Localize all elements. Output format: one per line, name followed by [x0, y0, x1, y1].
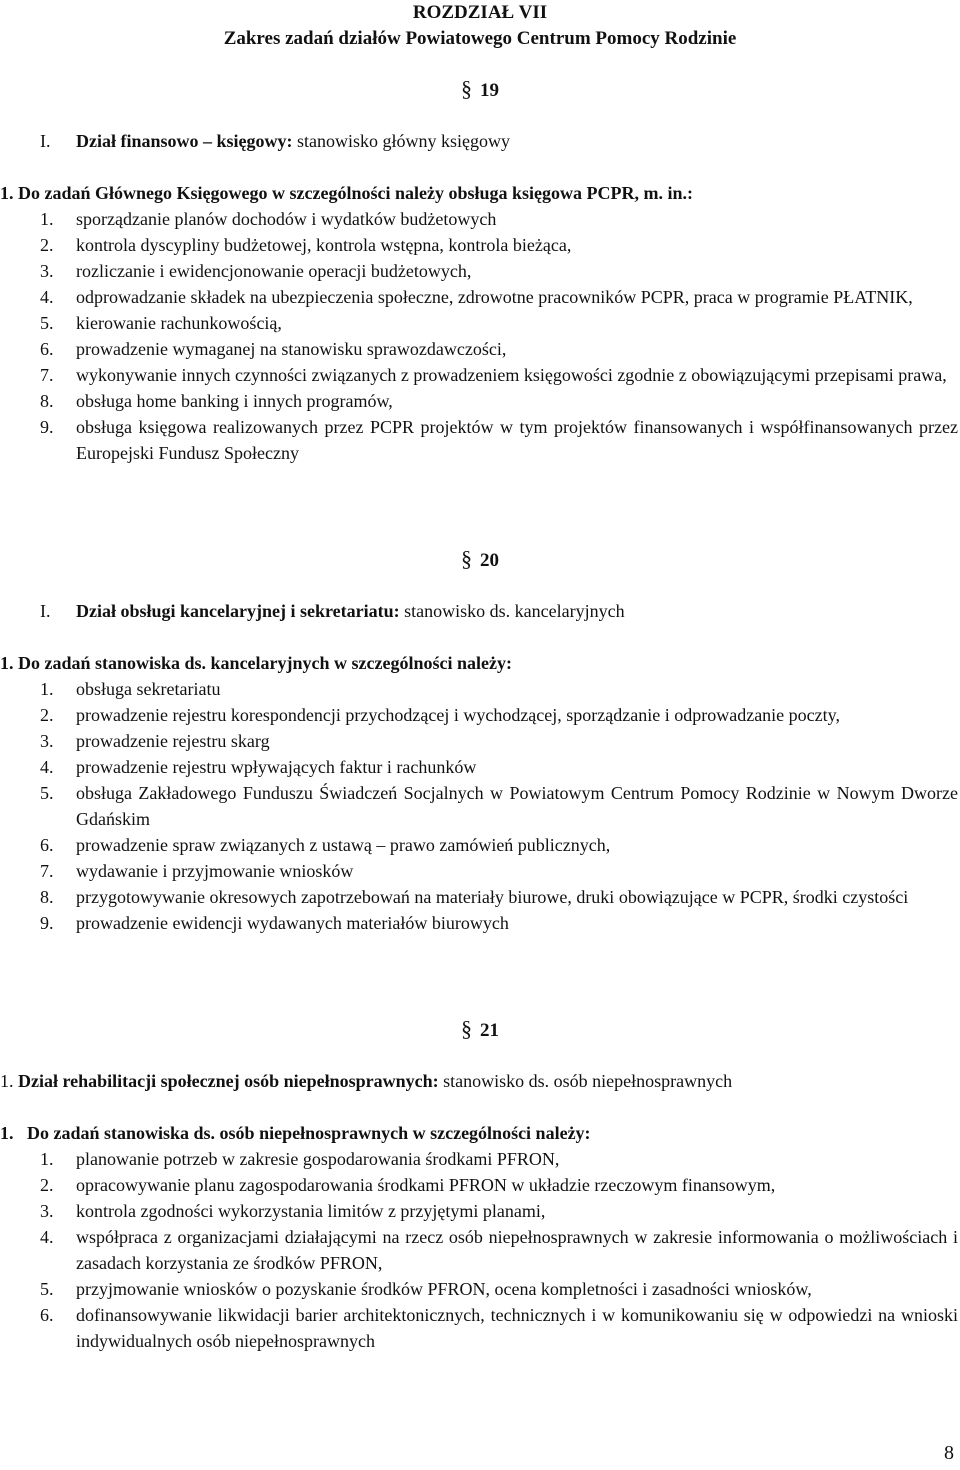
- task-list-rehab: [0, 1146, 958, 1354]
- item-text: prowadzenie spraw związanych z ustawą – prawo zamówień publicznych,: [76, 835, 611, 855]
- list-item: [0, 414, 958, 466]
- item-number: 8.: [40, 391, 54, 411]
- list-item: [0, 232, 958, 258]
- list-item: [0, 780, 958, 832]
- item-number: 2.: [40, 705, 54, 725]
- task-list-office: [0, 676, 958, 936]
- heading-number: I.: [40, 601, 51, 621]
- item-text: przyjmowanie wniosków o pozyskanie środków PFRON, ocena kompletności i zasadności wniosków,: [76, 1279, 812, 1299]
- paragraph-21-marker: [0, 1016, 960, 1044]
- item-text: opracowywanie planu zagospodarowania środkami PFRON w układzie rzeczowym finansowym,: [76, 1175, 776, 1195]
- task-list-finance: [0, 206, 958, 466]
- list-item: [0, 1224, 958, 1276]
- item-text: sporządzanie planów dochodów i wydatków budżetowych: [76, 209, 497, 229]
- section-heading-office: [40, 598, 960, 624]
- item-text: kontrola zgodności wykorzystania limitów z przyjętymi planami,: [76, 1201, 546, 1221]
- section-sign: §: [461, 76, 472, 101]
- item-number: 6.: [40, 339, 54, 359]
- item-text: planowanie potrzeb w zakresie gospodarowania środkami PFRON,: [76, 1149, 560, 1169]
- item-number: 4.: [40, 1227, 54, 1247]
- page-number: 8: [944, 1442, 954, 1464]
- item-text: prowadzenie rejestru wpływających faktur i rachunków: [76, 757, 477, 777]
- subheading-office: 1. Do zadań stanowiska ds. kancelaryjnych w szczególności należy:: [0, 653, 512, 673]
- item-number: 4.: [40, 287, 54, 307]
- section-heading-finance: [40, 128, 960, 154]
- item-number: 3.: [40, 261, 54, 281]
- list-item: [0, 1146, 958, 1172]
- item-text: obsługa home banking i innych programów,: [76, 391, 393, 411]
- list-item: [0, 910, 958, 936]
- heading-number: 1.: [0, 1071, 14, 1091]
- list-item: [0, 702, 958, 728]
- item-number: 9.: [40, 913, 54, 933]
- paragraph-number: 21: [480, 1020, 499, 1041]
- item-number: 7.: [40, 365, 54, 385]
- paragraph-19-marker: [0, 76, 960, 104]
- item-number: 3.: [40, 1201, 54, 1221]
- item-text: wykonywanie innych czynności związanych z prowadzeniem księgowości zgodnie z obowiązującymi przepisami prawa,: [76, 365, 947, 385]
- list-item: [0, 858, 958, 884]
- item-number: 9.: [40, 417, 54, 437]
- item-text: prowadzenie wymaganej na stanowisku sprawozdawczości,: [76, 339, 507, 359]
- item-number: 7.: [40, 861, 54, 881]
- list-item: [0, 206, 958, 232]
- item-text: obsługa księgowa realizowanych przez PCPR projektów w tym projektów finansowanych i współfinansowanych przez Europejski Fundusz Społeczny: [76, 417, 958, 463]
- subheading-rehab: 1. Do zadań stanowiska ds. osób niepełnosprawnych w szczególności należy:: [0, 1123, 591, 1143]
- chapter-subtitle: Zakres zadań działów Powiatowego Centrum Pomocy Rodzinie: [223, 28, 737, 49]
- list-item: [0, 1172, 958, 1198]
- heading-rest: stanowisko ds. kancelaryjnych: [399, 601, 625, 621]
- heading-rest: stanowisko ds. osób niepełnosprawnych: [438, 1071, 733, 1091]
- list-item: [0, 754, 958, 780]
- paragraph-number: 19: [480, 80, 499, 101]
- section-sign: §: [461, 1016, 472, 1041]
- list-item: [0, 884, 958, 910]
- item-text: prowadzenie rejestru skarg: [76, 731, 270, 751]
- item-text: odprowadzanie składek na ubezpieczenia społeczne, zdrowotne pracowników PCPR, praca w programie PŁATNIK,: [76, 287, 913, 307]
- item-number: 1.: [40, 209, 54, 229]
- item-number: 2.: [40, 235, 54, 255]
- heading-number: I.: [40, 131, 51, 151]
- subheading-finance: 1. Do zadań Głównego Księgowego w szczególności należy obsługa księgowa PCPR, m. in.:: [0, 183, 693, 203]
- item-text: kontrola dyscypliny budżetowej, kontrola wstępna, kontrola bieżąca,: [76, 235, 572, 255]
- item-number: 3.: [40, 731, 54, 751]
- list-item: [0, 362, 958, 388]
- list-item: [0, 728, 958, 754]
- item-text: obsługa Zakładowego Funduszu Świadczeń Socjalnych w Powiatowym Centrum Pomocy Rodzinie w Nowym Dworze Gdańskim: [76, 783, 958, 829]
- item-number: 2.: [40, 1175, 54, 1195]
- item-text: wydawanie i przyjmowanie wniosków: [76, 861, 354, 881]
- item-text: obsługa sekretariatu: [76, 679, 221, 699]
- heading-bold: Dział rehabilitacji społecznej osób niepełnosprawnych:: [18, 1071, 439, 1091]
- item-text: rozliczanie i ewidencjonowanie operacji budżetowych,: [76, 261, 472, 281]
- list-item: [0, 676, 958, 702]
- item-number: 5.: [40, 783, 54, 803]
- heading-bold: Dział obsługi kancelaryjnej i sekretariatu:: [76, 601, 400, 621]
- item-number: 4.: [40, 757, 54, 777]
- paragraph-20-marker: [0, 546, 960, 574]
- list-item: [0, 284, 958, 310]
- item-text: kierowanie rachunkowością,: [76, 313, 282, 333]
- item-number: 8.: [40, 887, 54, 907]
- item-text: prowadzenie ewidencji wydawanych materiałów biurowych: [76, 913, 509, 933]
- list-item: [0, 1198, 958, 1224]
- item-text: współpraca z organizacjami działającymi na rzecz osób niepełnosprawnych w zakresie informowania o możliwościach i zasadach korzystania ze środków PFRON,: [76, 1227, 958, 1273]
- item-number: 6.: [40, 1305, 54, 1325]
- list-item: [0, 1276, 958, 1302]
- list-item: [0, 310, 958, 336]
- list-item: [0, 336, 958, 362]
- item-text: prowadzenie rejestru korespondencji przychodzącej i wychodzącej, sporządzanie i odprowadzanie poczty,: [76, 705, 840, 725]
- item-number: 1.: [40, 679, 54, 699]
- list-item: [0, 1302, 958, 1354]
- list-item: [0, 258, 958, 284]
- chapter-title: ROZDZIAŁ VII: [412, 2, 548, 23]
- item-number: 1.: [40, 1149, 54, 1169]
- section-sign: §: [461, 546, 472, 571]
- item-number: 6.: [40, 835, 54, 855]
- item-number: 5.: [40, 1279, 54, 1299]
- list-item: [0, 832, 958, 858]
- heading-bold: Dział finansowo – księgowy:: [76, 131, 293, 151]
- heading-rest: stanowisko główny księgowy: [292, 131, 511, 151]
- paragraph-number: 20: [480, 550, 499, 571]
- section-heading-rehab: [0, 1068, 920, 1094]
- item-text: przygotowywanie okresowych zapotrzebowań na materiały biurowe, druki obowiązujące w PCPR, środki czystości: [76, 887, 909, 907]
- list-item: [0, 388, 958, 414]
- item-number: 5.: [40, 313, 54, 333]
- item-text: dofinansowywanie likwidacji barier architektonicznych, technicznych i w komunikowaniu się w odpowiedzi na wnioski indywidualnych osób niepełnosprawnych: [76, 1305, 958, 1351]
